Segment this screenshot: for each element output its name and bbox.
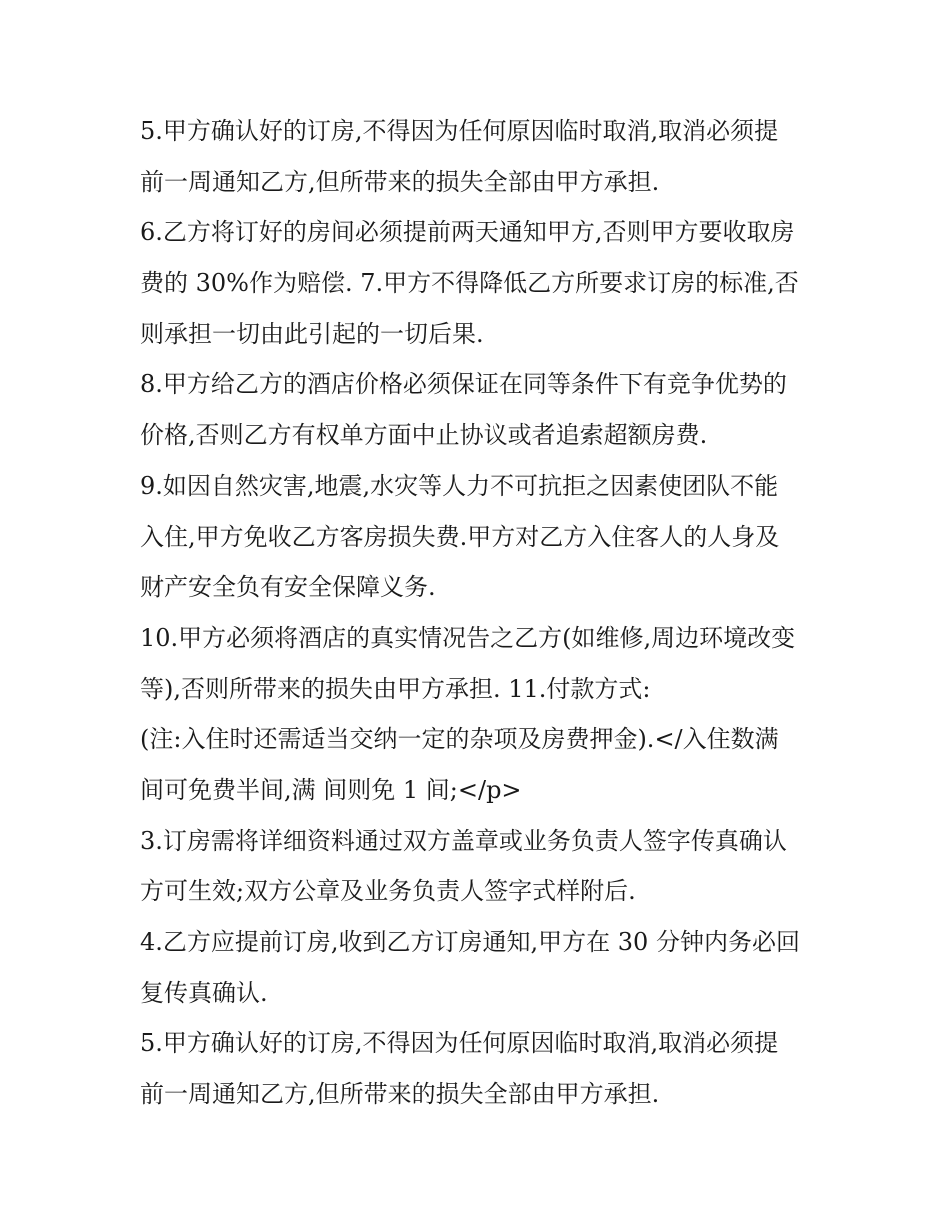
text-line: (注:入住时还需适当交纳一定的杂项及房费押金).</入住数满	[140, 725, 779, 754]
text-line: 费的 30%作为赔偿. 7.甲方不得降低乙方所要求订房的标准,否	[140, 269, 799, 298]
text-line: 6.乙方将订好的房间必须提前两天通知甲方,否则甲方要收取房	[140, 218, 795, 247]
text-line: 10.甲方必须将酒店的真实情况告之乙方(如维修,周边环境改变	[140, 623, 796, 652]
text-line: 间可免费半间,满 间则免 1 间;</p>	[140, 775, 522, 804]
text-line: 3.订房需将详细资料通过双方盖章或业务负责人签字传真确认	[140, 826, 787, 855]
document-body	[140, 106, 820, 1120]
text-line: 方可生效;双方公章及业务负责人签字式样附后.	[140, 877, 636, 906]
text-line: 价格,否则乙方有权单方面中止协议或者追索超额房费.	[140, 421, 708, 450]
text-line: 5.甲方确认好的订房,不得因为任何原因临时取消,取消必须提	[140, 1029, 779, 1058]
text-line: 则承担一切由此引起的一切后果.	[140, 319, 484, 348]
text-line: 前一周通知乙方,但所带来的损失全部由甲方承担.	[140, 167, 660, 196]
text-line: 5.甲方确认好的订房,不得因为任何原因临时取消,取消必须提	[140, 117, 779, 145]
text-line: 前一周通知乙方,但所带来的损失全部由甲方承担.	[140, 1080, 660, 1109]
text-line: 复传真确认.	[140, 978, 268, 1007]
text-line: 4.乙方应提前订房,收到乙方订房通知,甲方在 30 分钟内务必回	[140, 928, 800, 956]
text-line: 入住,甲方免收乙方客房损失费.甲方对乙方入住客人的人身及	[140, 522, 780, 551]
text-line: 8.甲方给乙方的酒店价格必须保证在同等条件下有竞争优势的	[140, 370, 787, 399]
text-line: 9.如因自然灾害,地震,水灾等人力不可抗拒之因素使团队不能	[140, 471, 779, 500]
text-line: 等),否则所带来的损失由甲方承担. 11.付款方式:	[140, 674, 651, 703]
text-line: 财产安全负有安全保障义务.	[140, 573, 436, 602]
